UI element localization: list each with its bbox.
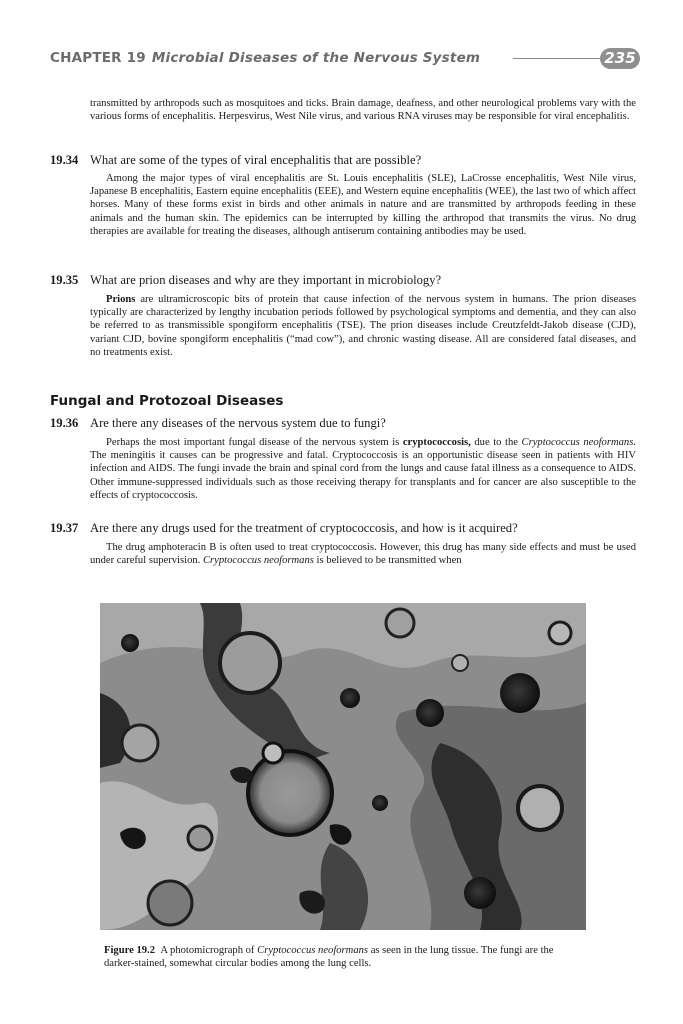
- question-text: Are there any diseases of the nervous system due to fungi?: [90, 416, 386, 430]
- question-number: 19.37: [50, 521, 79, 535]
- question-19-37: [50, 521, 640, 536]
- question-text: Are there any drugs used for the treatment of cryptococcosis, and how is it acquired?: [90, 521, 518, 535]
- answer-text: due to the: [470, 437, 522, 448]
- term-cryptococcosis: cryptococcosis,: [402, 437, 471, 448]
- header-rule: [513, 58, 603, 59]
- species-name: Cryptococcus neoformans: [257, 945, 369, 956]
- running-head: [50, 50, 480, 66]
- question-text: What are some of the types of viral encephalitis that are possible?: [90, 153, 422, 167]
- intro-paragraph: transmitted by arthropods such as mosquitoes and ticks. Brain damage, deafness, and other neurological problems vary with the various forms of encephalitis. Herpesvirus, West Nile virus, and various RNA viruses may be responsible for viral encephalitis.: [90, 98, 636, 123]
- photomicrograph-figure: [100, 603, 586, 930]
- caption-text: as seen in the lung tissue. The fungi are the darker-stained, somewhat circular bodies among the lung cells.: [104, 945, 554, 970]
- species-name: Cryptococcus neoformans: [202, 555, 314, 567]
- section-heading: Fungal and Protozoal Diseases: [50, 393, 284, 409]
- page-header: [50, 48, 640, 70]
- question-19-35: [50, 273, 640, 288]
- page-number: 235: [600, 48, 640, 69]
- question-number: 19.36: [50, 416, 79, 430]
- question-text: What are prion diseases and why are they important in microbiology?: [90, 273, 442, 287]
- question-number: 19.35: [50, 273, 79, 287]
- chapter-label: CHAPTER 19: [50, 50, 146, 66]
- figure-label: Figure 19.2: [104, 945, 156, 956]
- answer-19-36: [90, 436, 636, 502]
- figure-caption: [104, 944, 584, 970]
- answer-19-35: [90, 293, 636, 359]
- question-19-34: [50, 153, 640, 168]
- caption-text: A photomicrograph of: [160, 945, 258, 956]
- answer-text: The drug amphoteracin B is often used to treat cryptococcosis. However, this drug has many side effects and must be used under careful supervision.: [90, 542, 636, 567]
- question-19-36: [50, 416, 640, 431]
- answer-text: is believed to be transmitted when: [313, 555, 462, 567]
- term-prions: Prions: [106, 294, 136, 305]
- answer-text: The meningitis it causes can be progressive and fatal. Cryptococcosis is an opportunistic disease seen in patients with HIV infection and AIDS. The fungi invade the brain and spinal cord from the lungs and cause fatal illness as a consequence to AIDS. Other immune-suppressed individuals such as those receiving therapy for transplants and for cancer are also susceptible to the effects of cryptococcosis.: [90, 450, 636, 501]
- chapter-title: Microbial Diseases of the Nervous System: [151, 50, 481, 66]
- answer-19-37: [90, 541, 636, 567]
- answer-text: Perhaps the most important fungal disease of the nervous system is: [106, 437, 403, 448]
- answer-19-34: Among the major types of viral encephalitis are St. Louis encephalitis (SLE), LaCrosse encephalitis, West Nile virus, Japanese B encephalitis, Eastern equine encephalitis (EEE), and Western equine encephalitis (WEE), the last two of which affect horses. Many of these forms exist in birds and other animals in nature and are transmitted by arthropods feeding in these animals and the human skin. The epidemics can be interrupted by killing the arthropod that transmits the virus. No drug therapies are available for treating the diseases, although antiserum containing antibodies may be used.: [90, 173, 636, 237]
- photomicrograph-image: [100, 603, 586, 930]
- question-number: 19.34: [50, 153, 79, 167]
- species-name: Cryptococcus neoformans.: [521, 437, 636, 448]
- answer-text: are ultramicroscopic bits of protein that cause infection of the nervous system in humans. The prion diseases typically are characterized by lengthy incubation periods followed by psychological symptoms and dementia, and they can also be referred to as transmissible spongiform encephalitis (TSE). The prion diseases include Creutzfeldt-Jakob disease (CJD), variant CJD, bovine spongiform encephalitis (“mad cow”), and chronic wasting disease. All are considered fatal diseases, and no treatments exist.: [90, 294, 636, 358]
